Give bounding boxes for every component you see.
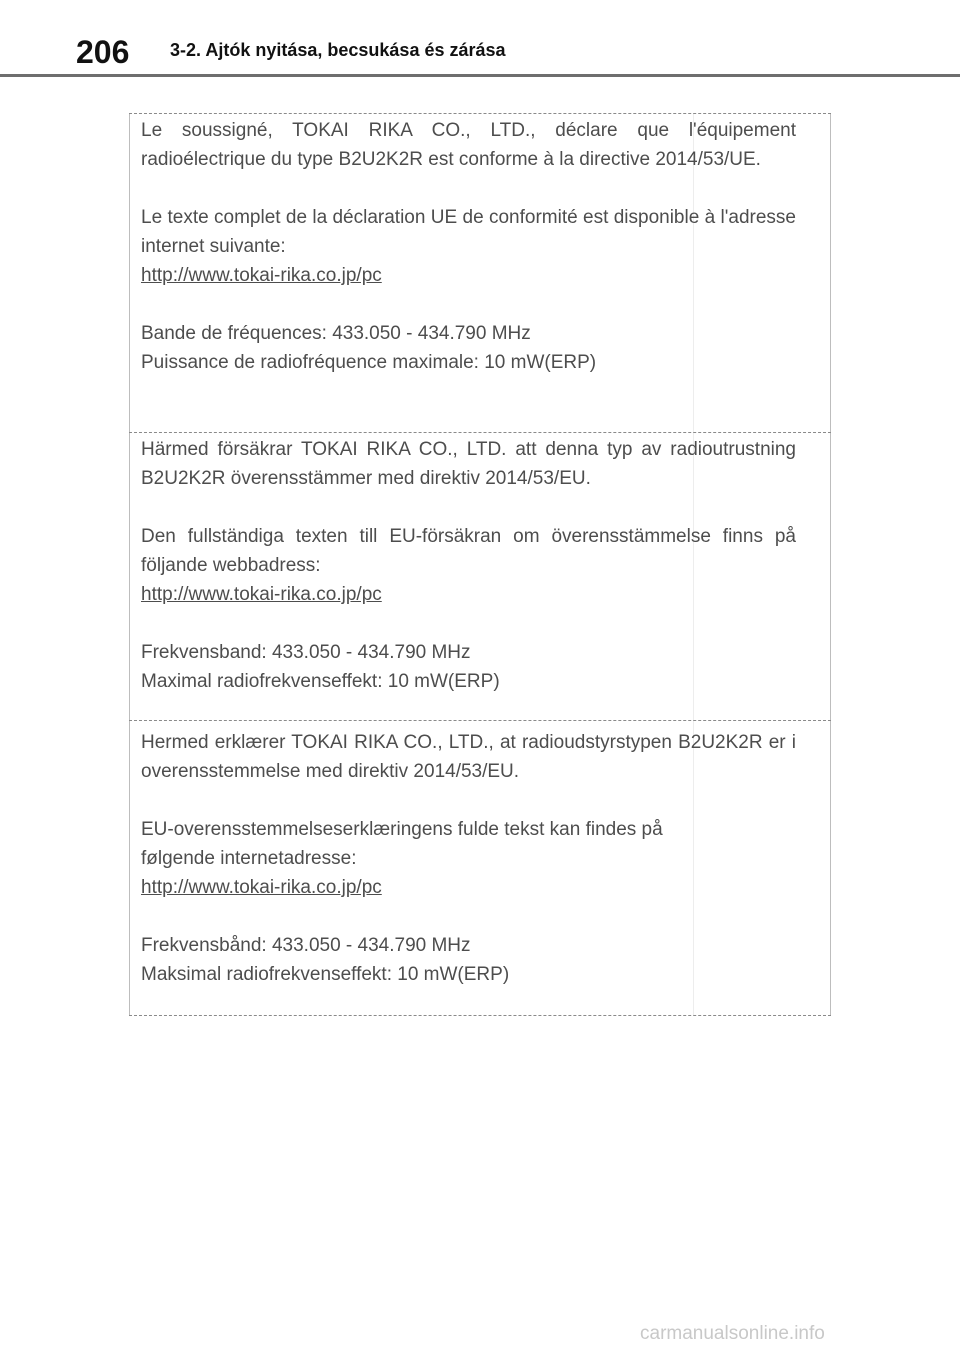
watermark: carmanualsonline.info [640, 1323, 825, 1344]
declaration-text: Hermed erklærer TOKAI RIKA CO., LTD., at radioudstyrstypen B2U2K2R er i overensstemmelse med direktiv 2014/53/EU. [141, 732, 796, 782]
declaration-block-swedish [141, 435, 796, 696]
section-title: 3-2. Ajtók nyitása, becsukása és zárása [170, 40, 506, 60]
page-header [0, 0, 960, 80]
full-text-intro: Le texte complet de la déclaration UE de conformité est disponible à l'adresse internet suivante: [141, 207, 796, 257]
divider-1 [129, 432, 831, 433]
divider-2 [129, 720, 831, 721]
frequency-band: Frekvensbånd: 433.050 - 434.790 MHz [141, 935, 471, 956]
divider-top [129, 113, 831, 114]
full-text-intro-line-1: EU-overensstemmelseserklæringens fulde tekst kan findes på [141, 819, 663, 840]
declaration-text: Le soussigné, TOKAI RIKA CO., LTD., déclare que l'équipement radioélectrique du type B2U2K2R est conforme à la directive 2014/53/UE. [141, 120, 796, 170]
max-power: Maximal radiofrekvenseffekt: 10 mW(ERP) [141, 671, 500, 692]
conformity-url-link[interactable]: http://www.tokai-rika.co.jp/pc [141, 584, 382, 605]
declaration-block-danish [141, 728, 796, 989]
conformity-url-link[interactable]: http://www.tokai-rika.co.jp/pc [141, 265, 382, 286]
conformity-url-link[interactable]: http://www.tokai-rika.co.jp/pc [141, 877, 382, 898]
page-number: 206 [76, 34, 130, 70]
declaration-text: Härmed försäkrar TOKAI RIKA CO., LTD. att denna typ av radioutrustning B2U2K2R överensstämmer med direktiv 2014/53/EU. [141, 439, 796, 489]
full-text-intro: Den fullständiga texten till EU-försäkran om överensstämmelse finns på följande webbadress: [141, 526, 796, 576]
max-power: Maksimal radiofrekvenseffekt: 10 mW(ERP) [141, 964, 510, 985]
frequency-band: Frekvensband: 433.050 - 434.790 MHz [141, 642, 471, 663]
declaration-block-french [141, 116, 796, 377]
header-rule [0, 74, 960, 77]
full-text-intro-line-2: følgende internetadresse: [141, 848, 357, 869]
divider-bottom [129, 1015, 831, 1016]
frequency-band: Bande de fréquences: 433.050 - 434.790 MHz [141, 323, 531, 344]
max-power: Puissance de radiofréquence maximale: 10 mW(ERP) [141, 352, 597, 373]
